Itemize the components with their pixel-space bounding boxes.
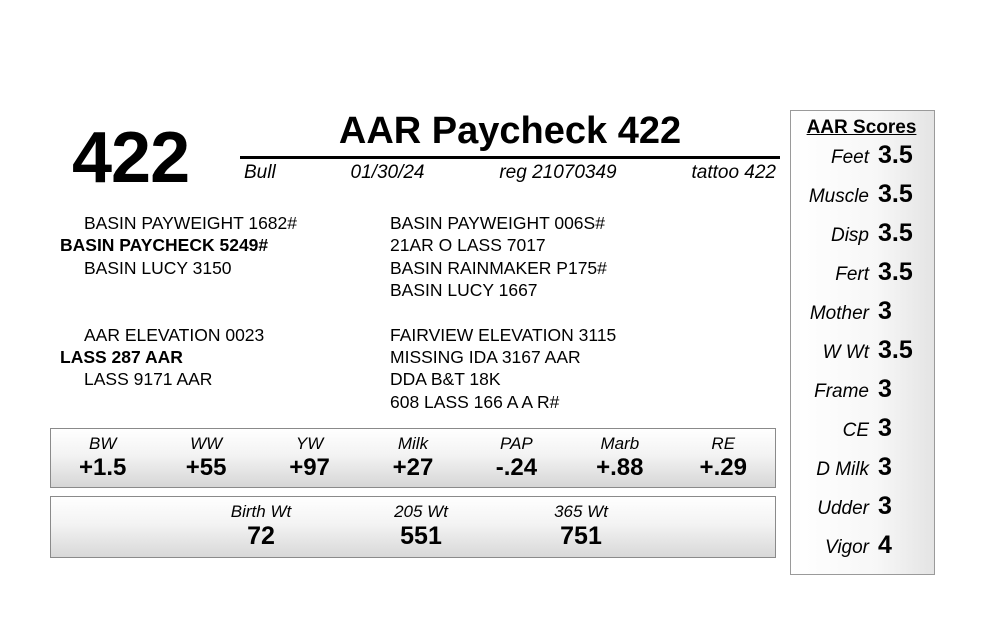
epd-value: +27 (392, 453, 434, 481)
pedigree-dam-left (60, 324, 390, 414)
epd-column (51, 429, 154, 487)
dam: LASS 287 AAR (60, 346, 183, 367)
epd-label: PAP (500, 433, 533, 453)
weight-label: 365 Wt (554, 502, 608, 522)
pedigree-spacer (60, 302, 780, 324)
epd-label: BW (89, 433, 117, 453)
dam-sire: AAR ELEVATION 0023 (84, 324, 265, 345)
header-divider (240, 156, 780, 159)
animal-tattoo: tattoo 422 (691, 161, 776, 183)
score-value: 3.5 (878, 258, 913, 286)
score-label: Frame (814, 381, 869, 402)
epd-column (672, 429, 775, 487)
pedigree-sire-right (390, 212, 780, 302)
epd-value: -.24 (495, 453, 538, 481)
epd-table (50, 428, 776, 488)
score-value: 3.5 (878, 336, 913, 364)
pedigree (60, 212, 780, 413)
epd-value: +55 (185, 453, 227, 481)
epd-column (465, 429, 568, 487)
score-label: W Wt (822, 342, 869, 363)
weight-column (181, 497, 341, 557)
epd-column (258, 429, 361, 487)
epd-column (361, 429, 464, 487)
epd-column (568, 429, 671, 487)
sire-sire: BASIN PAYWEIGHT 1682# (84, 213, 297, 233)
weights-table (50, 496, 776, 558)
pedigree-dam-block (60, 324, 780, 414)
score-value: 3 (878, 375, 892, 403)
score-label: Fert (835, 264, 869, 285)
epd-label: Milk (397, 433, 429, 453)
epd-column (154, 429, 257, 487)
pedigree-sire-block (60, 212, 780, 302)
weight-label: Birth Wt (230, 502, 292, 522)
dam-dam: LASS 9171 AAR (84, 369, 213, 390)
aar-scores-panel (790, 110, 935, 575)
score-row (797, 180, 926, 219)
score-label: Disp (830, 225, 869, 246)
score-value: 3.5 (878, 219, 913, 247)
score-value: 3.5 (878, 141, 913, 169)
sire-sire-sire: BASIN PAYWEIGHT 006S# (390, 213, 605, 233)
score-value: 3 (878, 297, 892, 325)
score-row (797, 531, 926, 570)
sire-dam: BASIN LUCY 3150 (84, 257, 232, 278)
score-label: Muscle (808, 186, 869, 207)
epd-label: Marb (600, 433, 640, 453)
sire-dam-sire: BASIN RAINMAKER P175# (390, 257, 607, 278)
score-label: Feet (830, 147, 869, 168)
scores-title: AAR Scores (806, 117, 917, 138)
score-row (797, 297, 926, 336)
epd-label: RE (711, 433, 736, 453)
score-label: CE (842, 420, 869, 441)
weight-value: 751 (560, 521, 602, 550)
epd-value: +.88 (596, 453, 644, 481)
score-row (797, 414, 926, 453)
dam-dam-dam: 608 LASS 166 A A R# (390, 391, 560, 412)
score-value: 4 (878, 531, 892, 559)
score-value: 3.5 (878, 180, 913, 208)
epd-value: +97 (289, 453, 330, 481)
weight-value: 551 (400, 521, 442, 550)
weight-column (501, 497, 661, 557)
score-label: Udder (817, 498, 869, 519)
score-row (797, 375, 926, 414)
score-row (797, 141, 926, 180)
weight-column (341, 497, 501, 557)
score-row (797, 336, 926, 375)
dam-sire-sire: FAIRVIEW ELEVATION 3115 (390, 324, 617, 345)
score-value: 3 (878, 453, 892, 481)
epd-value: +1.5 (79, 453, 127, 481)
animal-meta (240, 162, 780, 184)
score-label: Vigor (824, 537, 869, 558)
animal-name: AAR Paycheck 422 (338, 110, 682, 152)
score-row (797, 453, 926, 492)
score-row (797, 492, 926, 531)
pedigree-sire-left (60, 212, 390, 302)
animal-birthdate: 01/30/24 (350, 161, 425, 183)
lot-number: 422 (72, 118, 190, 198)
sire: BASIN PAYCHECK 5249# (60, 235, 269, 256)
sire-sire-dam: 21AR O LASS 7017 (390, 235, 546, 256)
sire-dam-dam: BASIN LUCY 1667 (390, 280, 538, 301)
pedigree-dam-right (390, 324, 780, 414)
score-value: 3 (878, 492, 892, 520)
epd-label: WW (190, 433, 223, 453)
animal-header (240, 112, 780, 184)
epd-label: YW (295, 433, 324, 453)
animal-sex: Bull (244, 161, 276, 183)
score-row (797, 258, 926, 297)
dam-dam-sire: DDA B&T 18K (390, 369, 501, 390)
dam-sire-dam: MISSING IDA 3167 AAR (390, 346, 581, 367)
epd-value: +.29 (699, 453, 747, 481)
score-label: Mother (809, 303, 869, 324)
animal-registration: reg 21070349 (499, 161, 617, 183)
score-value: 3 (878, 414, 892, 442)
weight-value: 72 (247, 521, 275, 550)
score-row (797, 219, 926, 258)
weight-label: 205 Wt (394, 502, 448, 522)
score-label: D Milk (816, 459, 869, 480)
